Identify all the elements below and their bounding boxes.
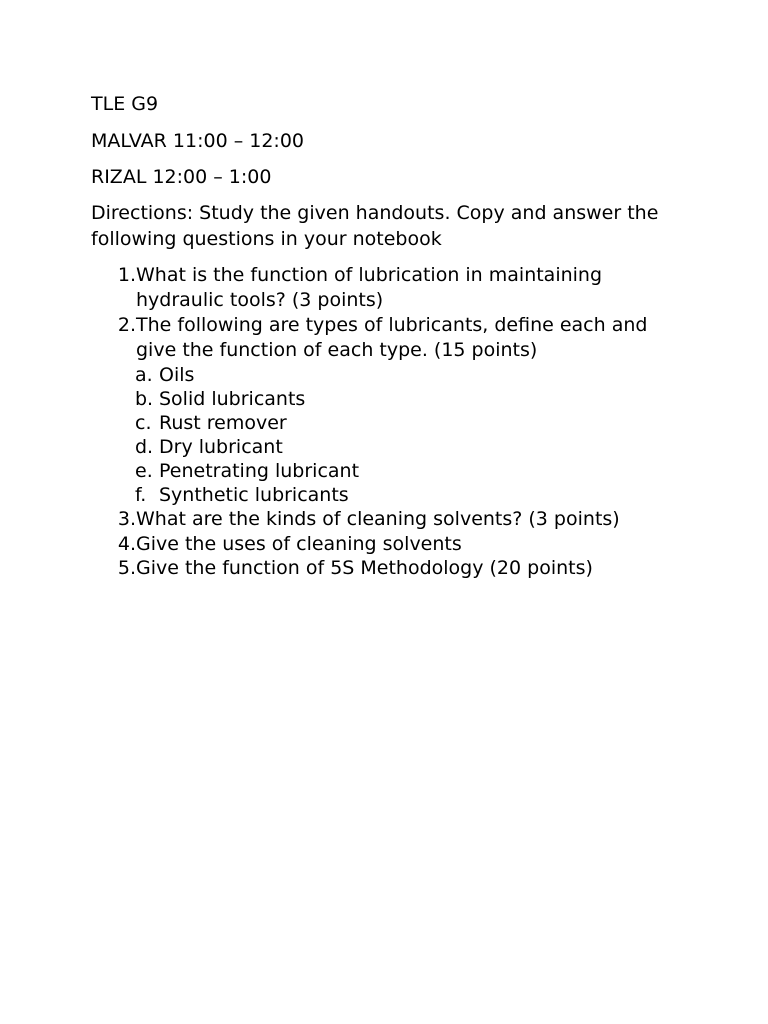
question-number: 3. bbox=[117, 508, 136, 530]
directions-text: Directions: Study the given handouts. Copy and answer the following questions in your notebook bbox=[91, 202, 659, 250]
question-text-line: The following are types of lubricants, define each and bbox=[136, 314, 648, 336]
question-text: Give the function of 5S Methodology (20 points) bbox=[136, 557, 593, 579]
sub-item-letter: a. bbox=[135, 364, 153, 386]
question-1 bbox=[112, 263, 692, 313]
sub-item-letter: e. bbox=[135, 460, 153, 482]
question-text: What are the kinds of cleaning solvents? (3 points) bbox=[136, 508, 620, 530]
question-text bbox=[136, 263, 696, 313]
sub-item-letter: b. bbox=[135, 388, 154, 410]
question-text-line: give the function of each type. (15 points) bbox=[136, 339, 538, 361]
schedule-rizal: RIZAL 12:00 – 1:00 bbox=[91, 166, 272, 188]
sub-item-text: Dry lubricant bbox=[159, 436, 283, 458]
question-number: 4. bbox=[117, 533, 136, 555]
question-3 bbox=[112, 507, 692, 532]
subject-heading: TLE G9 bbox=[91, 93, 159, 115]
question-text bbox=[136, 313, 696, 363]
sub-item-letter: d. bbox=[135, 436, 154, 458]
sub-item-letter: f. bbox=[135, 484, 147, 506]
question-5 bbox=[112, 556, 692, 581]
sub-item-text: Penetrating lubricant bbox=[159, 460, 360, 482]
question-2 bbox=[112, 313, 692, 363]
question-4 bbox=[112, 532, 692, 557]
question-text-line: hydraulic tools? (3 points) bbox=[136, 289, 384, 311]
sub-item-text: Oils bbox=[159, 364, 195, 386]
sub-item-text: Solid lubricants bbox=[159, 388, 306, 410]
schedule-malvar: MALVAR 11:00 – 12:00 bbox=[91, 130, 304, 152]
sub-item-letter: c. bbox=[135, 412, 152, 434]
sub-item-text: Rust remover bbox=[159, 412, 287, 434]
question-number: 2. bbox=[117, 314, 136, 336]
question-number: 5. bbox=[117, 557, 136, 579]
question-text-line: What is the function of lubrication in maintaining bbox=[136, 264, 603, 286]
question-text: Give the uses of cleaning solvents bbox=[136, 533, 462, 555]
question-number: 1. bbox=[117, 264, 136, 286]
sub-item-text: Synthetic lubricants bbox=[159, 484, 349, 506]
